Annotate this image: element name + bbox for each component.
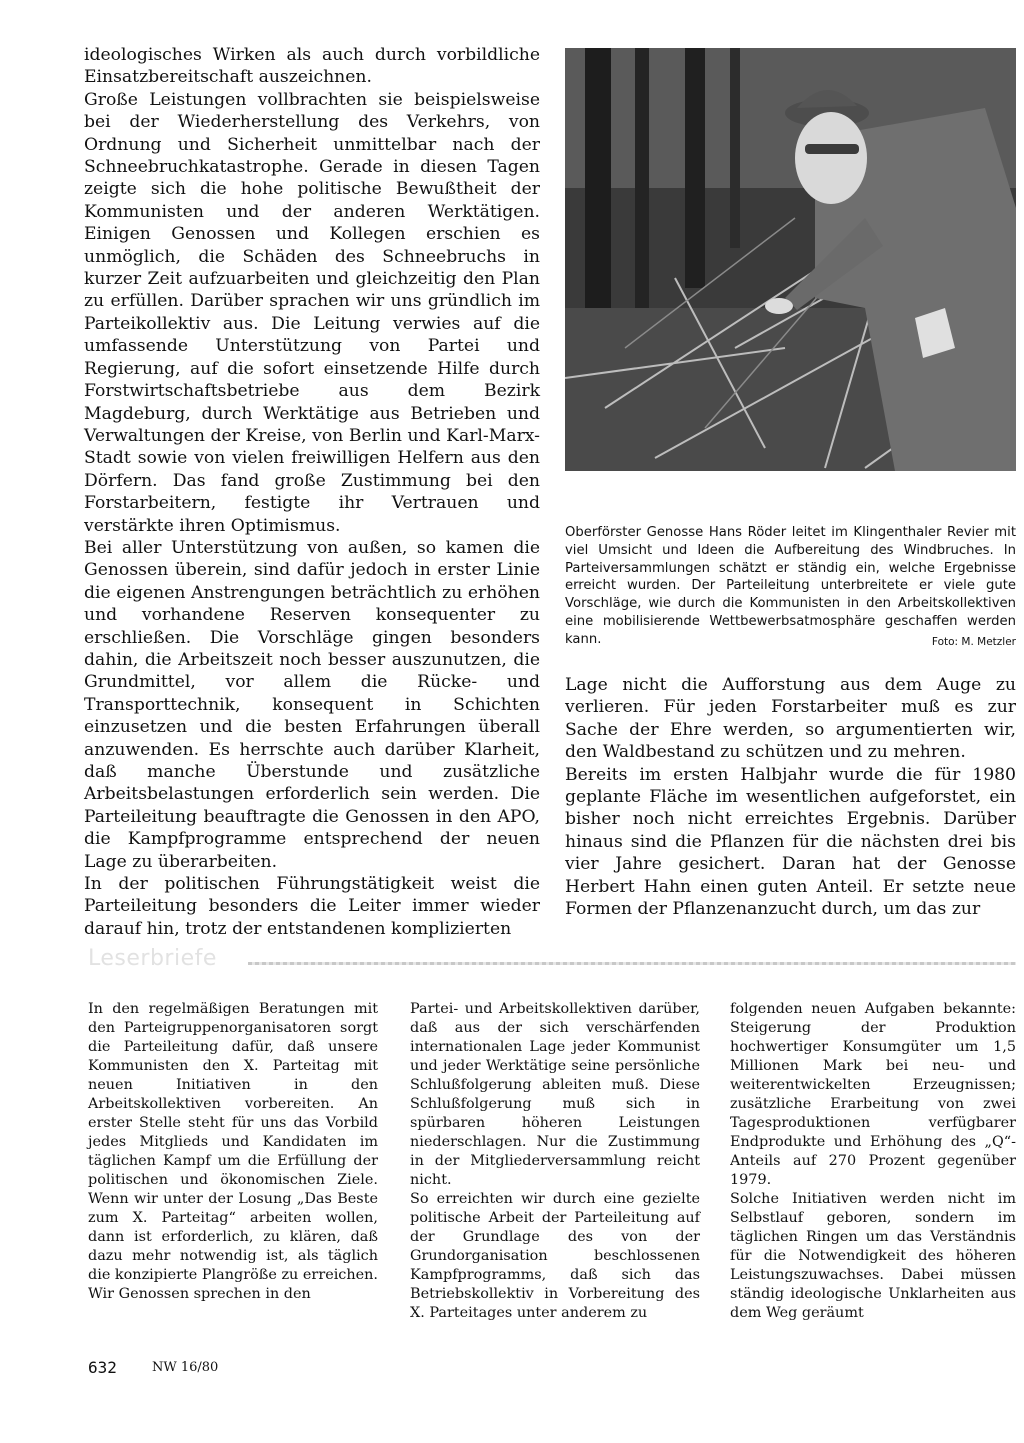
paragraph: Partei- und Arbeitskollektiven darüber, daß aus der sich verschärfenden internationalen Lage jeder Kommunist und jeder Werktätige seine persönliche Schlußfolgerung ableiten muß. Diese Schlußfolgerung muß sich in spürbaren höheren Leistungen niederschlagen. Nur die Zustimmung in der Mitgliederversammlung reicht nicht. [410, 1001, 700, 1188]
paragraph: Bereits im ersten Halbjahr wurde die für 1980 geplante Fläche im wesentlichen aufgeforstet, ein bisher noch nicht erreichtes Ergebnis. Darüber hinaus sind die Pflanzen für die nächsten drei bis vier Jahre gesichert. Daran hat der Genosse Herbert Hahn einen guten Anteil. Er setzte neue Formen der Pflanzenanzucht durch, um das zur [565, 764, 1016, 920]
paragraph: Große Leistungen vollbrachten sie beispielsweise bei der Wiederherstellung des Verkehrs, von Ordnung und Sicherheit unmittelbar nach der Schneebruchkatastrophe. Gerade in diesen Tagen zeigte sich die hohe politische Bewußtheit der Kommunisten und der anderen Werktätigen. Einigen Genossen und Kollegen erschien es unmöglich, die Schäden des Schneebruchs in kurzer Zeit aufzuarbeiten und gleichzeitig den Plan zu erfüllen. Darüber sprachen wir uns gründlich im Parteikollektiv aus. Die Leitung verwies auf die umfassende Unterstützung von Partei und Regierung, auf die sofort einsetzende Hilfe durch Forstwirtschaftsbetriebe aus dem Bezirk Magdeburg, durch Werktätige aus Betrieben und Verwaltungen der Kreise, von Berlin und Karl-Marx-Stadt sowie von vielen freiwilligen Helfern aus den Dörfern. Das fand große Zustimmung bei den Forstarbeitern, festigte ihr Vertrauen und verstärkte ihren Optimismus. [84, 89, 540, 536]
journal-issue: NW 16/80 [152, 1360, 219, 1375]
letters-column-1 [88, 1000, 378, 1304]
paragraph: In der politischen Führungstätigkeit weist die Parteileitung besonders die Leiter immer wieder darauf hin, trotz der entstandenen komplizierten [84, 874, 540, 939]
paragraph: Lage nicht die Aufforstung aus dem Auge zu verlieren. Für jeden Forstarbeiter muß es zur Sache der Ehre werden, so argumentierten wir, den Waldbestand zu schützen und zu mehren. [565, 675, 1016, 763]
paragraph: So erreichten wir durch eine gezielte politische Arbeit der Parteileitung auf der Grundlage des von der Grundorganisation beschlossenen Kampfprogramms, daß sich das Betriebskollektiv in Vorbereitung des X. Parteitages unter anderem zu [410, 1191, 700, 1321]
paragraph: Solche Initiativen werden nicht im Selbstlauf geboren, sondern im täglichen Ringen um das Verständnis für die Notwendigkeit des höheren Leistungszuwachses. Dabei müssen ständig ideologische Unklarheiten aus dem Weg geräumt [730, 1191, 1016, 1321]
paragraph: Bei aller Unterstützung von außen, so kamen die Genossen überein, sind dafür jedoch in erster Linie die eigenen Anstrengungen beträchtlich zu erhöhen und vorhandene Reserven konsequenter zu erschließen. Die Vorschläge gingen besonders dahin, die Arbeitszeit noch besser auszunutzen, die Grundmittel, vor allem die Rücke- und Transporttechnik, konsequent in Schichten einzusetzen und die besten Erfahrungen überall anzuwenden. Es herrschte auch darüber Klarheit, daß manche Überstunde und zusätzliche Arbeitsbelastungen erforderlich sein werden. Die Parteileitung beauftragte die Genossen in den APO, die Kampfprogramme entsprechend der neuen Lage zu überarbeiten. [84, 537, 540, 872]
page-number: 632 [88, 1358, 117, 1377]
section-divider [248, 962, 1016, 965]
letters-column-3 [730, 1000, 1016, 1323]
paragraph: In den regelmäßigen Beratungen mit den Parteigruppenorganisatoren sorgt die Parteileitung dafür, daß unsere Kommunisten den X. Parteitag mit neuen Initiativen in den Arbeitskollektiven vorbereiten. An erster Stelle steht für uns das Vorbild jedes Mitglieds und Kandidaten im täglichen Kampf um die Erfüllung der politischen und ökonomischen Ziele. Wenn wir unter der Losung „Das Beste zum X. Parteitag“ arbeiten wollen, dann ist erforderlich, zu klären, daß dazu mehr notwendig ist, als täglich die konzipierte Plangröße zu erreichen. Wir Genossen sprechen in den [88, 1001, 378, 1302]
letters-column-2 [410, 1000, 700, 1323]
article-column-upper-left [84, 44, 540, 940]
photo-credit: Foto: M. Metzler [931, 635, 1016, 648]
photo-caption [565, 524, 1016, 652]
forest-scene-image [565, 48, 1016, 471]
paragraph: ideologisches Wirken als auch durch vorbildliche Einsatzbereitschaft auszeichnen. [84, 45, 540, 88]
article-column-upper-right [565, 674, 1016, 920]
section-label: Leserbriefe [88, 946, 217, 971]
paragraph: folgenden neuen Aufgaben bekannte: Steigerung der Produktion hochwertiger Konsumgüter um 1,5 Millionen Mark bei neu- und weiterentwickelten Erzeugnissen; zusätzliche Erarbeitung von zwei Tagesproduktionen verfügbarer Endprodukte und Erhöhung des „Q“-Anteils auf 270 Prozent gegenüber 1979. [730, 1001, 1016, 1188]
caption-text: Oberförster Genosse Hans Röder leitet im Klingenthaler Revier mit viel Umsicht und Ideen die Aufbereitung des Windbruches. In Parteiversammlungen schätzt er ständig ein, welche Ergebnisse erreicht wurden. Der Parteileitung unterbreitete er viele gute Vorschläge, wie durch die Kommunisten in den Arbeitskollektiven eine mobilisierende Wettbewerbsatmosphäre geschaffen werden kann. [565, 525, 1016, 647]
forester-photo [565, 48, 1016, 471]
